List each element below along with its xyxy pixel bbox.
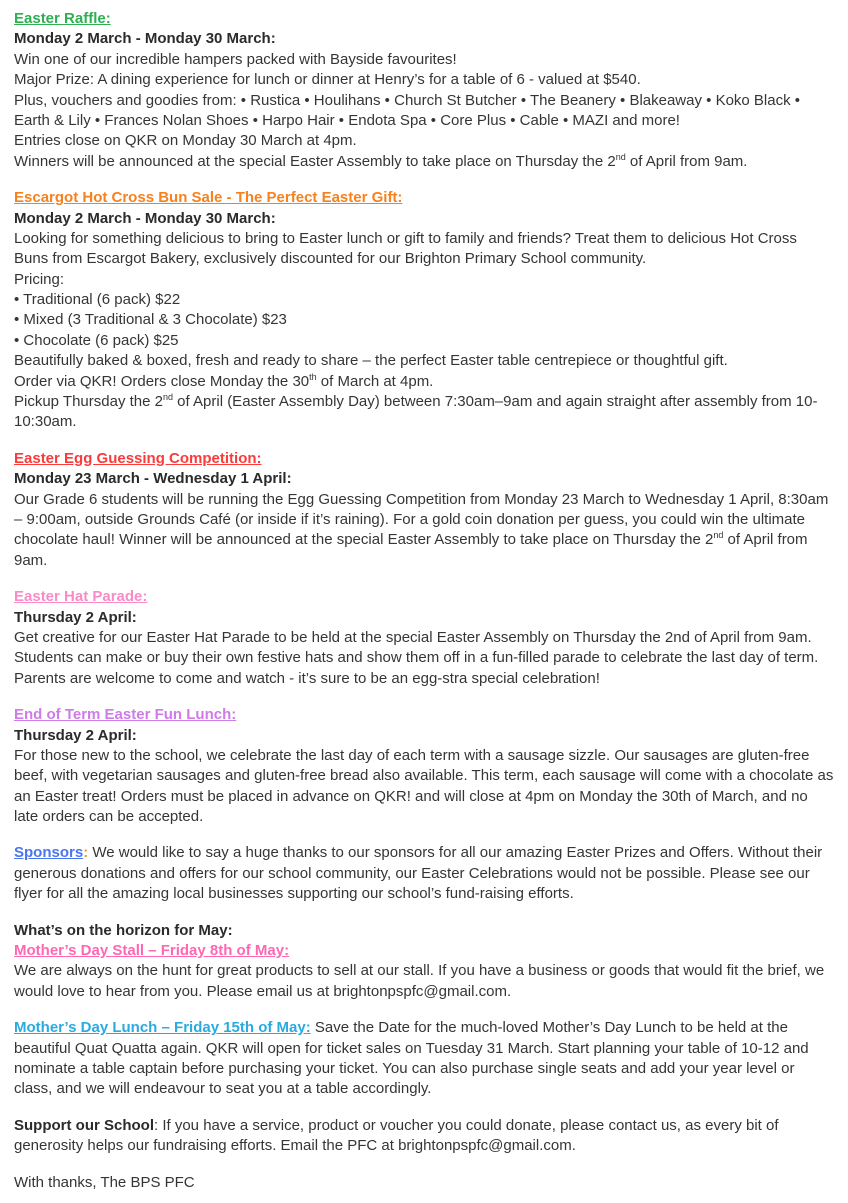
may-horizon-title: What’s on the horizon for May: [14, 921, 233, 939]
body-line: Pricing: [14, 270, 65, 288]
heading-easter-raffle: Easter Raffle: [14, 10, 111, 27]
body-line: Entries close on QKR on Monday 30 March at 4pm. [14, 132, 357, 150]
price-list-item: • Mixed (3 Traditional & 3 Chocolate) $23 [14, 311, 287, 329]
section-support-our-school [14, 1116, 834, 1157]
section-hot-cross-bun-sale [14, 188, 834, 433]
heading-mothers-day-stall: Mother’s Day Stall – Friday 8th of May: [14, 942, 290, 960]
body-line: We are always on the hunt for great products to sell at our stall. If you have a business or goods that would fit the brief, we would love to hear from you. Please email us at brightonpspfc@gmail.com. [14, 962, 825, 1000]
body-line [14, 490, 834, 572]
section-easter-raffle [14, 9, 834, 172]
body-text: Save the Date for the much-loved Mother’s Day Lunch to be held at the beautiful Quat Quatta again. QKR will open for ticket sales on Tuesday 31 March. Start planning your table of 10-12 and nominate a table captain before purchasing your ticket. You can also purchase single seats and add your year level or class, and we will endeavour to seat you at a table accordingly. [14, 1019, 809, 1098]
heading-mothers-day-lunch: Mother’s Day Lunch – Friday 15th of May: [14, 1019, 311, 1037]
body-text: Order via QKR! Orders close Monday the 30 [14, 372, 310, 390]
body-line: Major Prize: A dining experience for lunch or dinner at Henry’s for a table of 6 - valued at $540. [14, 71, 641, 89]
heading-easter-fun-lunch: End of Term Easter Fun Lunch: [14, 706, 237, 724]
body-line [14, 152, 834, 172]
body-text: Our Grade 6 students will be running the Egg Guessing Competition from Monday 23 March to Wednesday 1 April, 8:30am – 9:00am, outside Grounds Café (or inside if it’s raining). For a gold coin donation per guess, you could win the ultimate chocolate haul! Winner will be announced at the special Easter Assembly to take place on Thursday the 2 [14, 490, 829, 549]
section-egg-guessing-competition [14, 449, 834, 571]
body-text: Winners will be announced at the special Easter Assembly to take place on Thursday the 2 [14, 152, 616, 170]
ordinal-superscript: nd [162, 392, 173, 403]
section-may-horizon [14, 921, 834, 1003]
ordinal-superscript: nd [615, 151, 626, 162]
body-text: of April (Easter Assembly Day) between 7:30am–9am and again straight after assembly from 10-10:30am. [14, 393, 818, 431]
body-line: Looking for something delicious to bring to Easter lunch or gift to family and friends? Treat them to delicious Hot Cross Buns from Escargot Bakery, exclusively discounted for our Brighton Primary School community. [14, 229, 797, 268]
heading-egg-guessing-competition: Easter Egg Guessing Competition: [14, 449, 262, 467]
body-line: For those new to the school, we celebrate the last day of each term with a sausage sizzle. Our sausages are gluten-free beef, with vegetarian sausages and gluten-free bread also available. This term, each sausage will come with a chocolate as an Easter treat! Orders must be placed in advance on QKR! and will close at 4pm on Monday the 30th of March, and no late orders can be accepted. [14, 746, 834, 826]
body-text: We would like to say a huge thanks to our sponsors for all our amazing Easter Prizes and Offers. Without their generous donations and offers for our school community, our Easter Celebrations would not be possible. Please see our flyer for all the amazing local businesses supporting our school’s fund-raising efforts. [14, 844, 823, 903]
body-line: Get creative for our Easter Hat Parade to be held at the special Easter Assembly on Thursday the 2nd of April from 9am. Students can make or buy their own festive hats and show them off in a fun-filled parade to celebrate the last day of term. Parents are welcome to come and watch - it’s sure to be an egg-stra special celebration! [14, 628, 819, 687]
ordinal-superscript: nd [713, 530, 724, 541]
support-school-label: Support our School [14, 1116, 154, 1134]
subheading-dates: Monday 23 March - Wednesday 1 April: [14, 470, 292, 488]
mothers-day-lunch-paragraph [14, 1018, 834, 1100]
price-list-item: • Chocolate (6 pack) $25 [14, 331, 179, 349]
heading-hot-cross-bun-sale: Escargot Hot Cross Bun Sale - The Perfect Easter Gift: [14, 189, 403, 207]
body-text: of March at 4pm. [316, 372, 434, 390]
body-line [14, 392, 834, 433]
section-sponsors [14, 843, 834, 904]
body-line: Plus, vouchers and goodies from: • Rustica • Houlihans • Church St Butcher • The Beanery • Blakeaway • Koko Black • Earth & Lily • Frances Nolan Shoes • Harpo Hair • Endota Spa • Core Plus • Cable • MAZI and more! [14, 91, 801, 129]
subheading-dates: Thursday 2 April: [14, 726, 137, 744]
body-line: Beautifully baked & boxed, fresh and ready to share – the perfect Easter table centrepiece or thoughtful gift. [14, 352, 728, 370]
sponsors-paragraph [14, 843, 834, 904]
sponsors-label: Sponsors [14, 844, 84, 862]
body-text: Pickup Thursday the 2 [14, 393, 163, 411]
support-school-paragraph [14, 1116, 834, 1157]
subheading-dates: Thursday 2 April: [14, 608, 137, 626]
heading-easter-hat-parade: Easter Hat Parade: [14, 588, 148, 606]
subheading-dates: Monday 2 March - Monday 30 March: [14, 30, 276, 48]
closing-line: With thanks, The BPS PFC [14, 1173, 195, 1191]
ordinal-superscript: th [309, 371, 317, 382]
section-closing [14, 1173, 834, 1193]
section-mothers-day-lunch [14, 1018, 834, 1100]
section-easter-fun-lunch [14, 705, 834, 827]
body-line [14, 372, 834, 392]
price-list-item: • Traditional (6 pack) $22 [14, 291, 181, 309]
sponsors-colon: : [83, 844, 89, 862]
body-text: of April from 9am. [625, 152, 748, 170]
body-text: of April from 9am. [14, 531, 808, 569]
body-text: : If you have a service, product or voucher you could donate, please contact us, as every bit of generosity helps our fundraising efforts. Email the PFC at brightonpspfc@gmail.com. [14, 1116, 779, 1155]
section-easter-hat-parade [14, 587, 834, 689]
subheading-dates: Monday 2 March - Monday 30 March: [14, 209, 276, 227]
body-line: Win one of our incredible hampers packed with Bayside favourites! [14, 50, 457, 68]
